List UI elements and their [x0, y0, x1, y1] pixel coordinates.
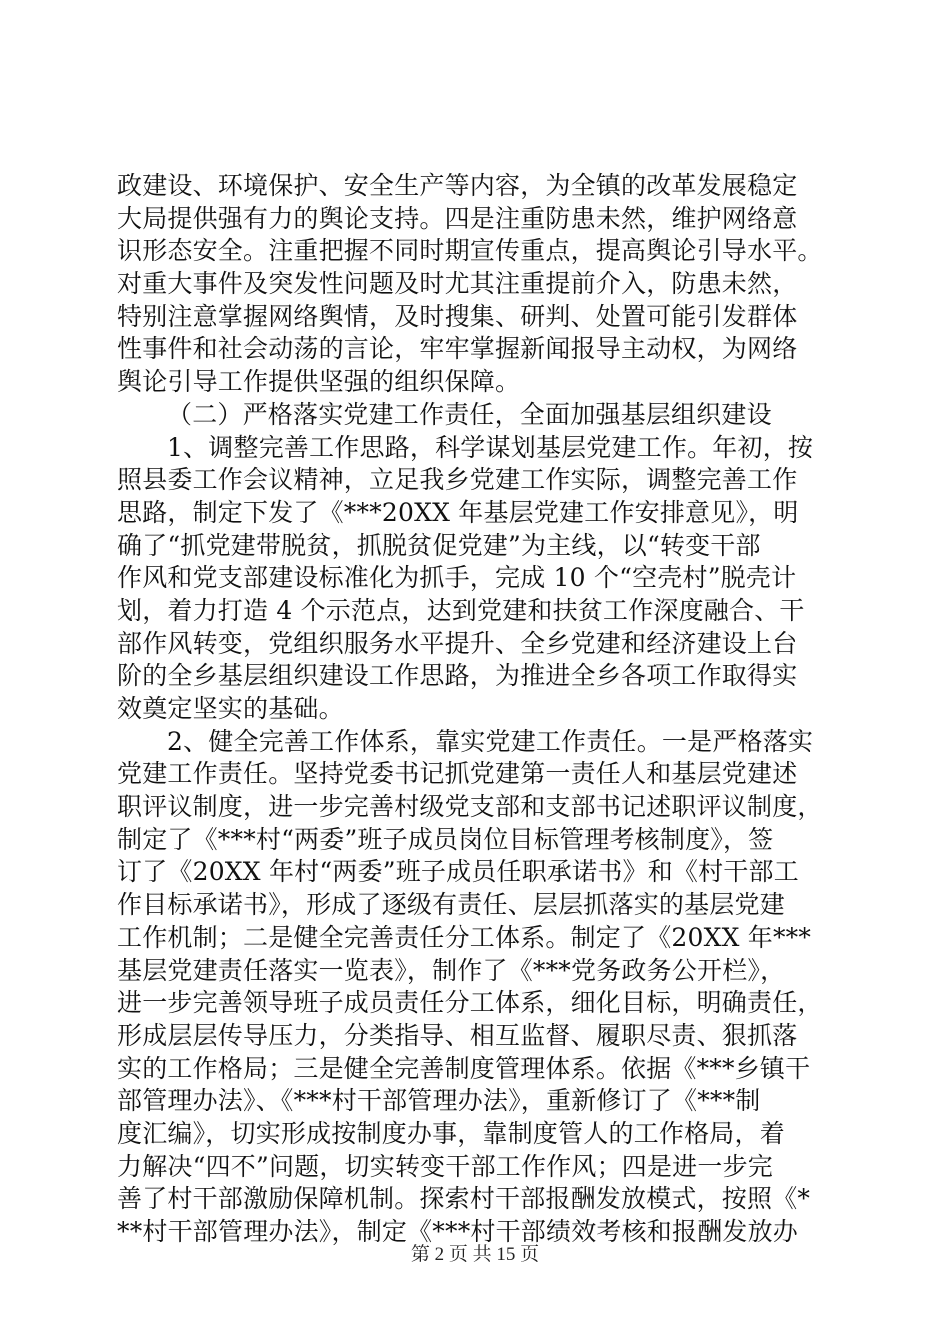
text-line: 特别注意掌握网络舆情，及时搜集、研判、处置可能引发群体 [117, 301, 798, 331]
text-line: 部管理办法》、《***村干部管理办法》，重新修订了《***制 [117, 1086, 761, 1116]
text-line: 党建工作责任。坚持党委书记抓党建第一责任人和基层党建述 [117, 759, 798, 789]
paragraph-first-line: 1、调整完善工作思路，科学谋划基层党建工作。年初，按 [167, 432, 814, 462]
text-line: 作目标承诺书》，形成了逐级有责任、层层抓落实的基层党建 [117, 890, 785, 920]
text-line: 阶的全乡基层组织建设工作思路，为推进全乡各项工作取得实 [117, 661, 798, 691]
text-line: 舆论引导工作提供坚强的组织保障。 [117, 367, 521, 397]
document-body [117, 170, 857, 1249]
text-line: 度汇编》，切实形成按制度办事，靠制度管人的工作格局，着 [117, 1118, 785, 1148]
text-line: 制定了《***村“两委”班子成员岗位目标管理考核制度》，签 [117, 824, 774, 854]
text-line: 工作机制；二是健全完善责任分工体系。制定了《20XX 年*** [117, 922, 812, 952]
text-line: 识形态安全。注重把握不同时期宣传重点，提高舆论引导水平。 [117, 236, 823, 266]
text-line: 对重大事件及突发性问题及时尤其注重提前介入，防患未然， [117, 269, 798, 299]
text-line: **村干部管理办法》，制定《***村干部绩效考核和报酬发放办 [117, 1217, 799, 1246]
text-line: 力解决“四不”问题，切实转变干部工作作风；四是进一步完 [117, 1151, 773, 1181]
paragraph-first-line: 2、健全完善工作体系，靠实党建工作责任。一是严格落实 [167, 726, 814, 756]
text-line: 确了“抓党建带脱贫，抓脱贫促党建”为主线，以“转变干部 [117, 530, 761, 560]
text-line: 部作风转变，党组织服务水平提升、全乡党建和经济建设上台 [117, 628, 798, 658]
text-line: 进一步完善领导班子成员责任分工体系，细化目标，明确责任， [117, 988, 823, 1018]
text-line: 基层党建责任落实一览表》，制作了《***党务政务公开栏》， [117, 955, 786, 985]
text-line: 作风和党支部建设标准化为抓手，完成 10 个“空壳村”脱壳计 [117, 563, 797, 593]
text-line: 效奠定坚实的基础。 [117, 694, 344, 723]
text-line: 照县委工作会议精神，立足我乡党建工作实际，调整完善工作 [117, 465, 798, 495]
text-line: 实的工作格局；三是健全完善制度管理体系。依据《***乡镇干 [117, 1053, 811, 1083]
text-line: 形成层层传导压力，分类指导、相互监督、履职尽责、狠抓落 [117, 1020, 798, 1050]
page-number-footer: 第 2 页 共 15 页 [410, 1244, 540, 1265]
section-heading: （二）严格落实党建工作责任，全面加强基层组织建设 [167, 399, 772, 429]
text-line: 善了村干部激励保障机制。探索村干部报酬发放模式，按照《* [117, 1184, 811, 1214]
text-line: 职评议制度，进一步完善村级党支部和支部书记述职评议制度， [117, 792, 823, 822]
text-line: 订了《20XX 年村“两委”班子成员任职承诺书》和《村干部工 [117, 857, 799, 887]
text-line: 性事件和社会动荡的言论，牢牢掌握新闻报导主动权，为网络 [117, 334, 798, 364]
text-line: 思路，制定下发了《***20XX 年基层党建工作安排意见》，明 [117, 497, 799, 527]
text-line: 大局提供强有力的舆论支持。四是注重防患未然，维护网络意 [117, 203, 798, 233]
text-line: 划，着力打造 4 个示范点，达到党建和扶贫工作深度融合、干 [117, 595, 805, 625]
text-line: 政建设、环境保护、安全生产等内容，为全镇的改革发展稳定 [117, 171, 798, 200]
